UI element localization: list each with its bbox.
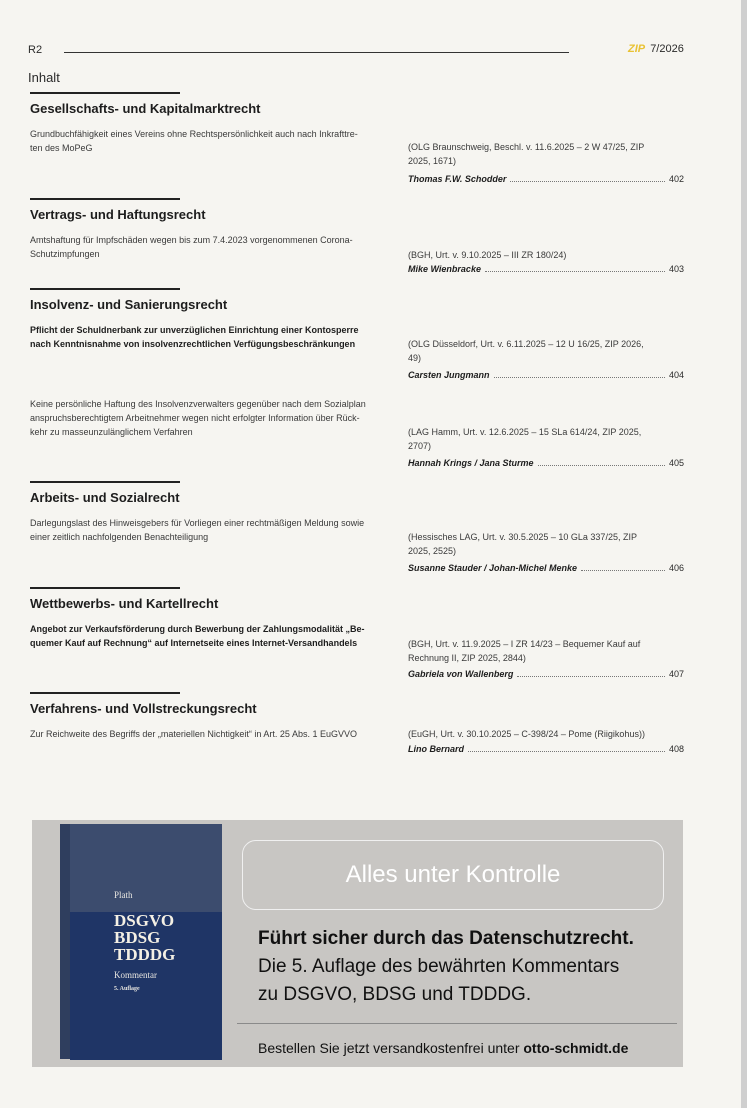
- issue-number: 7/2026: [650, 43, 684, 55]
- leader-dots: [485, 262, 665, 272]
- entry-description: Zur Reichweite des Begriffs der „materiellen Nichtigkeit“ in Art. 25 Abs. 1 EuGVVO: [30, 729, 357, 739]
- entry-page: 402: [668, 174, 684, 184]
- entry-author-row[interactable]: [408, 172, 684, 186]
- book-author: Plath: [114, 890, 133, 900]
- section-title: Wettbewerbs- und Kartellrecht: [30, 596, 219, 611]
- entry-author-row[interactable]: [408, 561, 684, 575]
- entry-author: Thomas F.W. Schodder: [408, 174, 507, 184]
- entry-citation: (EuGH, Urt. v. 30.10.2025 – C-398/24 – Pome (Riigikohus)): [408, 729, 645, 739]
- entry-page: 407: [668, 669, 684, 679]
- entry-citation: (BGH, Urt. v. 11.9.2025 – I ZR 14/23 – Bequemer Kauf auf Rechnung II, ZIP 2025, 2844): [408, 639, 641, 663]
- leader-dots: [468, 742, 665, 752]
- journal-issue: [628, 43, 684, 55]
- entry-author-row[interactable]: [408, 742, 684, 756]
- header-rule: [64, 52, 569, 53]
- section-title: Insolvenz- und Sanierungsrecht: [30, 297, 228, 312]
- entry-description: Angebot zur Verkaufsförderung durch Bewerbung der Zahlungsmodalität „Be- quemer Kauf auf Rechnung“ auf Internetseite eines Internet-Versandhandels: [30, 624, 365, 648]
- entry-page: 408: [668, 744, 684, 754]
- ad-line-2: Die 5. Auflage des bewährten Kommentars: [258, 956, 620, 977]
- entry-author-row[interactable]: [408, 456, 684, 470]
- entry-citation: (Hessisches LAG, Urt. v. 30.5.2025 – 10 GLa 337/25, ZIP 2025, 2525): [408, 532, 637, 556]
- entry-description: Darlegungslast des Hinweisgebers für Vorliegen einer rechtmäßigen Meldung sowie einer zeitlich nachfolgenden Benachteiligung: [30, 518, 365, 542]
- entry-author: Hannah Krings / Jana Sturme: [408, 458, 534, 468]
- entry-author: Carsten Jungmann: [408, 370, 490, 380]
- ad-headline: Alles unter Kontrolle: [345, 861, 561, 888]
- entry-page: 405: [668, 458, 684, 468]
- ad-order-link[interactable]: otto-schmidt.de: [523, 1040, 629, 1056]
- entry-page: 404: [668, 370, 684, 380]
- leader-dots: [581, 561, 665, 571]
- entry-author-row[interactable]: [408, 368, 684, 382]
- entry-author: Mike Wienbracke: [408, 264, 481, 274]
- advertisement[interactable]: [32, 820, 683, 1067]
- entry-description: Amtshaftung für Impfschäden wegen bis zum 7.4.2023 vorgenommenen Corona- Schutzimpfungen: [30, 235, 353, 259]
- section-title: Verfahrens- und Vollstreckungsrecht: [30, 701, 257, 716]
- ad-line-3: zu DSGVO, BDSG und TDDDG.: [258, 984, 532, 1005]
- entry-author-row[interactable]: [408, 667, 684, 681]
- book-subtitle: Kommentar: [114, 970, 157, 980]
- ad-bold-line: Führt sicher durch das Datenschutzrecht.: [258, 928, 634, 949]
- section-title: Arbeits- und Sozialrecht: [30, 490, 180, 505]
- section-rule: [30, 587, 180, 589]
- ad-divider: [237, 1023, 677, 1024]
- entry-page: 406: [668, 563, 684, 573]
- book-spine: [60, 824, 70, 1059]
- page-edge-shadow: [741, 0, 747, 1108]
- section-rule: [30, 481, 180, 483]
- leader-dots: [517, 667, 665, 677]
- book-cover: [70, 824, 222, 1059]
- leader-dots: [494, 368, 665, 378]
- entry-page: 403: [668, 264, 684, 274]
- section-rule: [30, 198, 180, 200]
- entry-author: Lino Bernard: [408, 744, 465, 754]
- entry-description: Keine persönliche Haftung des Insolvenzverwalters gegenüber nach dem Sozialplan anspruchsberechtigtem Arbeitnehmer wegen nicht erfolgter Information über Rück- kehr zu masseunzulänglichem Verfahren: [30, 399, 366, 437]
- leader-dots: [510, 172, 665, 182]
- entry-citation: (OLG Düsseldorf, Urt. v. 6.11.2025 – 12 U 16/25, ZIP 2026, 49): [408, 339, 644, 363]
- section-title: Gesellschafts- und Kapitalmarktrecht: [30, 101, 261, 116]
- entry-author-row[interactable]: [408, 262, 684, 276]
- section-title: Vertrags- und Haftungsrecht: [30, 207, 206, 222]
- entry-author: Gabriela von Wallenberg: [408, 669, 514, 679]
- section-rule: [30, 92, 180, 94]
- page-number: R2: [28, 44, 43, 56]
- entry-citation: (OLG Braunschweig, Beschl. v. 11.6.2025 – 2 W 47/25, ZIP 2025, 1671): [408, 142, 645, 166]
- zip-logo: ZIP: [628, 43, 646, 55]
- ad-order-text: Bestellen Sie jetzt versandkostenfrei unter: [258, 1040, 520, 1056]
- entry-author: Susanne Stauder / Johan-Michel Menke: [408, 563, 578, 573]
- ad-order-line[interactable]: [258, 1040, 628, 1056]
- entry-citation: (BGH, Urt. v. 9.10.2025 – III ZR 180/24): [408, 250, 567, 260]
- section-rule: [30, 692, 180, 694]
- entry-citation: (LAG Hamm, Urt. v. 12.6.2025 – 15 SLa 614/24, ZIP 2025, 2707): [408, 427, 642, 451]
- book-title: DSGVO BDSG TDDDG: [114, 911, 176, 964]
- headline-box: [242, 840, 664, 910]
- section-rule: [30, 288, 180, 290]
- book-edition: 5. Auflage: [114, 986, 140, 992]
- leader-dots: [538, 456, 665, 466]
- toc-heading: Inhalt: [28, 70, 60, 85]
- entry-description: Grundbuchfähigkeit eines Vereins ohne Rechtspersönlichkeit auch nach Inkrafttre- ten des MoPeG: [30, 129, 358, 153]
- entry-description: Pflicht der Schuldnerbank zur unverzüglichen Einrichtung einer Kontosperre nach Kenntnisnahme von insolvenzrechtlichen Verfügungsbeschränkungen: [30, 325, 359, 349]
